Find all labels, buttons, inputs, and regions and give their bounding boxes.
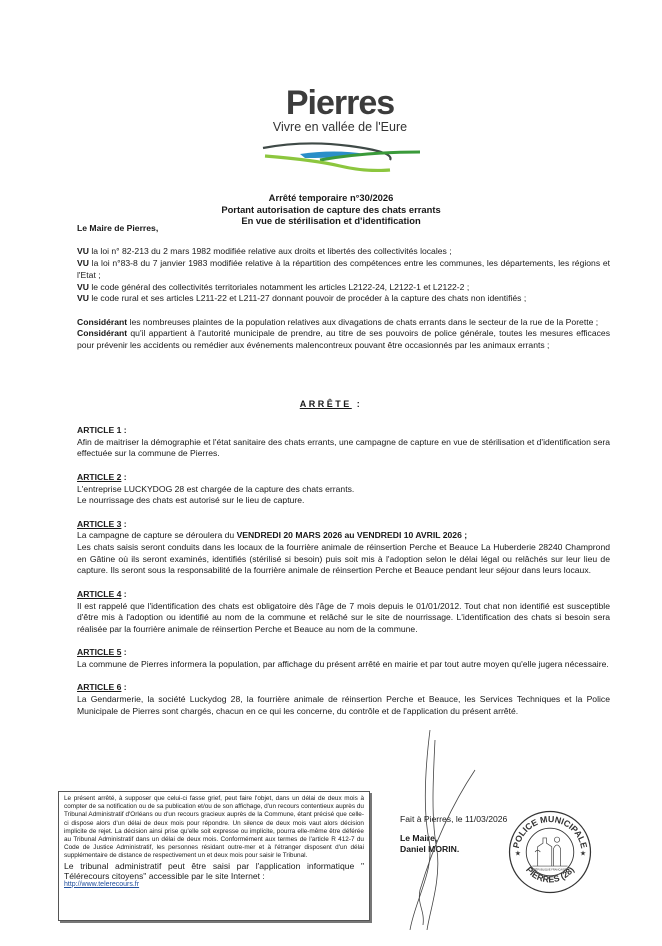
- svg-text:PIERRES (28): [524, 865, 576, 885]
- article-title: [77, 472, 610, 484]
- considerant-lead: Considérant: [77, 316, 128, 327]
- stamp-inner-text: RÉPUBLIQUE FRANÇAISE: [533, 868, 567, 872]
- article-title-suffix: :: [121, 518, 127, 529]
- vu-text: la loi n° 82-213 du 2 mars 1982 modifiée relative aux droits et libertés des collectivités locales ;: [88, 246, 452, 257]
- intro: [77, 223, 610, 352]
- vu-clause: [77, 293, 610, 305]
- article: [77, 519, 610, 578]
- article-body: Il est rappelé que l'identification des chats est obligatoire dès l'âge de 7 mois depuis le 01/01/2012. Tout chat non identifié est susceptible d'être mis à l'adoption ou identifié au nom de la commune et relâché sur le site de nourrissage. L'identification des chats si besoin sera réalisée par la fourrière animale de réinsertion Perche et Beauce au nom de la commune.: [77, 600, 610, 634]
- article-title: ARTICLE 1 :: [77, 425, 127, 435]
- article-body: Les chats saisis seront conduits dans les locaux de la fourrière animale de réinsertion Perche et Beauce La Huberderie 28240 Champrond en Gâtine où ils seront examinés, identifiés (stérilisé si besoin) puis soit mis à l'adoption selon le délai légal ou relâchés sur leur lieu de capture. Ils seront sous la responsabilité de la fourrière animale de réinsertion Perche et Beauce pendant leur séjour dans leurs locaux.: [77, 542, 610, 576]
- vu-lead: VU: [77, 258, 89, 269]
- article-title-text: ARTICLE 6: [77, 682, 122, 693]
- article: [77, 589, 610, 636]
- police-stamp-icon: [506, 808, 594, 896]
- article-dates: [77, 530, 610, 542]
- arrete-suffix: :: [351, 399, 363, 409]
- stamp-star-icon: ★: [514, 850, 522, 858]
- stamp-top-text: POLICE MUNICIPALE: [510, 813, 590, 850]
- place-date: Fait à Pierres, le 11/03/2026: [400, 814, 508, 824]
- marianne-emblem-icon: [532, 837, 567, 866]
- article-title-suffix: :: [121, 647, 127, 658]
- article-title: [77, 519, 610, 531]
- stamp-bottom-text: PIERRES (28): [523, 864, 576, 885]
- article: [77, 682, 610, 717]
- telerecours-link[interactable]: http://www.telerecours.fr: [64, 880, 140, 888]
- article: [77, 472, 610, 507]
- logo-waves-icon: [255, 138, 425, 172]
- article-body: L'entreprise LUCKYDOG 28 est chargée de la capture des chats errants.: [77, 483, 355, 494]
- decree-purpose: En vue de stérilisation et d'identification: [241, 215, 421, 226]
- arrete-title: ARRÊTE: [299, 399, 352, 409]
- considerant-clause: [77, 317, 610, 329]
- article-dates-pre: La campagne de capture se déroulera du: [77, 530, 237, 541]
- articles: [77, 425, 610, 718]
- article-title-text: ARTICLE 5: [77, 647, 122, 658]
- article-body: La commune de Pierres informera la population, par affichage du présent arrêté en mairie et par tout autre moyen qu'elle jugera nécessaire.: [77, 659, 609, 670]
- telerecours-text: Le tribunal administratif peut être saisi par l'application informatique " Télérecours citoyens" accessible par le site Internet :: [64, 860, 364, 881]
- logo-tagline: Vivre en vallée de l'Eure: [272, 120, 408, 134]
- decree-subject: Portant autorisation de capture des chats errants: [221, 203, 441, 215]
- article-title-suffix: :: [121, 471, 127, 482]
- vu-lead: VU: [77, 246, 89, 257]
- vu-clause: [77, 282, 610, 294]
- article-body: Afin de maitriser la démographie et l'état sanitaire des chats errants, une campagne de capture en vue de stérilisation et d'identification sera effectuée sur la commune de Pierres.: [77, 436, 610, 459]
- article-title-text: ARTICLE 3: [77, 518, 122, 529]
- vu-text: le code général des collectivités territoriales notamment les articles L2122-24, L2122-1 et L2122-2 ;: [88, 281, 470, 292]
- mayor-title: Le Maire,: [400, 833, 438, 843]
- stamp-star-icon: ★: [579, 850, 587, 858]
- logo-name: Pierres: [285, 84, 395, 122]
- vu-clause: [77, 246, 610, 258]
- vu-text: le code rural et ses articles L211-22 et L211-27 donnant pouvoir de procéder à la capture des chats non identifiés ;: [88, 293, 527, 304]
- mayor-name: Daniel MORIN.: [400, 844, 460, 854]
- article-body: Le nourrissage des chats est autorisé sur le lieu de capture.: [77, 495, 305, 506]
- article: [77, 425, 610, 460]
- arrete-heading: [0, 399, 662, 409]
- considerant-lead: Considérant: [77, 328, 128, 339]
- decree-number: Arrêté temporaire n°30/2026: [268, 192, 394, 203]
- svg-text:POLICE MUNICIPALE: [511, 814, 589, 849]
- article-title-suffix: :: [121, 588, 127, 599]
- legal-notice-box: [58, 791, 370, 921]
- logo: [250, 86, 430, 172]
- considerant-text: les nombreuses plaintes de la population relatives aux divagations de chats errants dans le secteur de la rue de la Porette ;: [127, 316, 599, 327]
- salutation: Le Maire de Pierres,: [77, 223, 159, 233]
- article-title: [77, 589, 610, 601]
- legal-notice-text: Le présent arrêté, à supposer que celui-ci fasse grief, peut faire l'objet, dans un délai de deux mois à compter de sa notification ou de sa publication et/ou de son affichage, d'un recours contentieux auprès du Tribunal Administratif d'Orléans ou d'un recours gracieux auprès de la Commune, étant précisé que celle-ci dispose alors d'un délai de deux mois pour répondre. Un silence de deux mois vaut alors décision implicite de rejet. La décision ainsi prise qu'elle soit expresse ou implicite, pourra elle-même être déférée au Tribunal Administratif dans un délai de deux mois. Conformément aux termes de l'article R 412-7 du Code de Justice Administratif, les personnes résidant outre-mer et à l'étranger disposent d'un délai supplémentaire de distance de respectivement un et deux mois pour saisir le Tribunal.: [64, 795, 364, 860]
- considerant-clause: [77, 328, 610, 351]
- article-dates-range: VENDREDI 20 MARS 2026 au VENDREDI 10 AVRIL 2026 ;: [236, 530, 468, 541]
- vu-lead: VU: [77, 293, 89, 304]
- article-title-suffix: :: [121, 682, 127, 693]
- signature-block: [400, 814, 507, 855]
- article-title-text: ARTICLE 4: [77, 588, 122, 599]
- vu-lead: VU: [77, 281, 89, 292]
- vu-text: la loi n°83-8 du 7 janvier 1983 modifiée relative à la répartition des compétences entre les communes, les départements, les régions et l'Etat ;: [77, 258, 610, 280]
- article-title-text: ARTICLE 2: [77, 471, 122, 482]
- vu-clause: [77, 258, 610, 281]
- article-title: [77, 647, 610, 659]
- decree-title: [120, 192, 542, 227]
- article-body: La Gendarmerie, la société Luckydog 28, la fourrière animale de réinsertion Perche et Beauce, les Services Techniques et la Police Municipale de Pierres sont chargés, chacun en ce qui les concerne, du contrôle et de l'application du présent arrêté.: [77, 694, 610, 716]
- article: [77, 647, 610, 670]
- considerant-text: qu'il appartient à l'autorité municipale de prendre, au titre de ses pouvoirs de police générale, toutes les mesures efficaces pour prévenir les accidents ou remédier aux événements malencontreux pouvant être occasionnés par les animaux errants ;: [77, 328, 610, 351]
- article-title: [77, 682, 610, 694]
